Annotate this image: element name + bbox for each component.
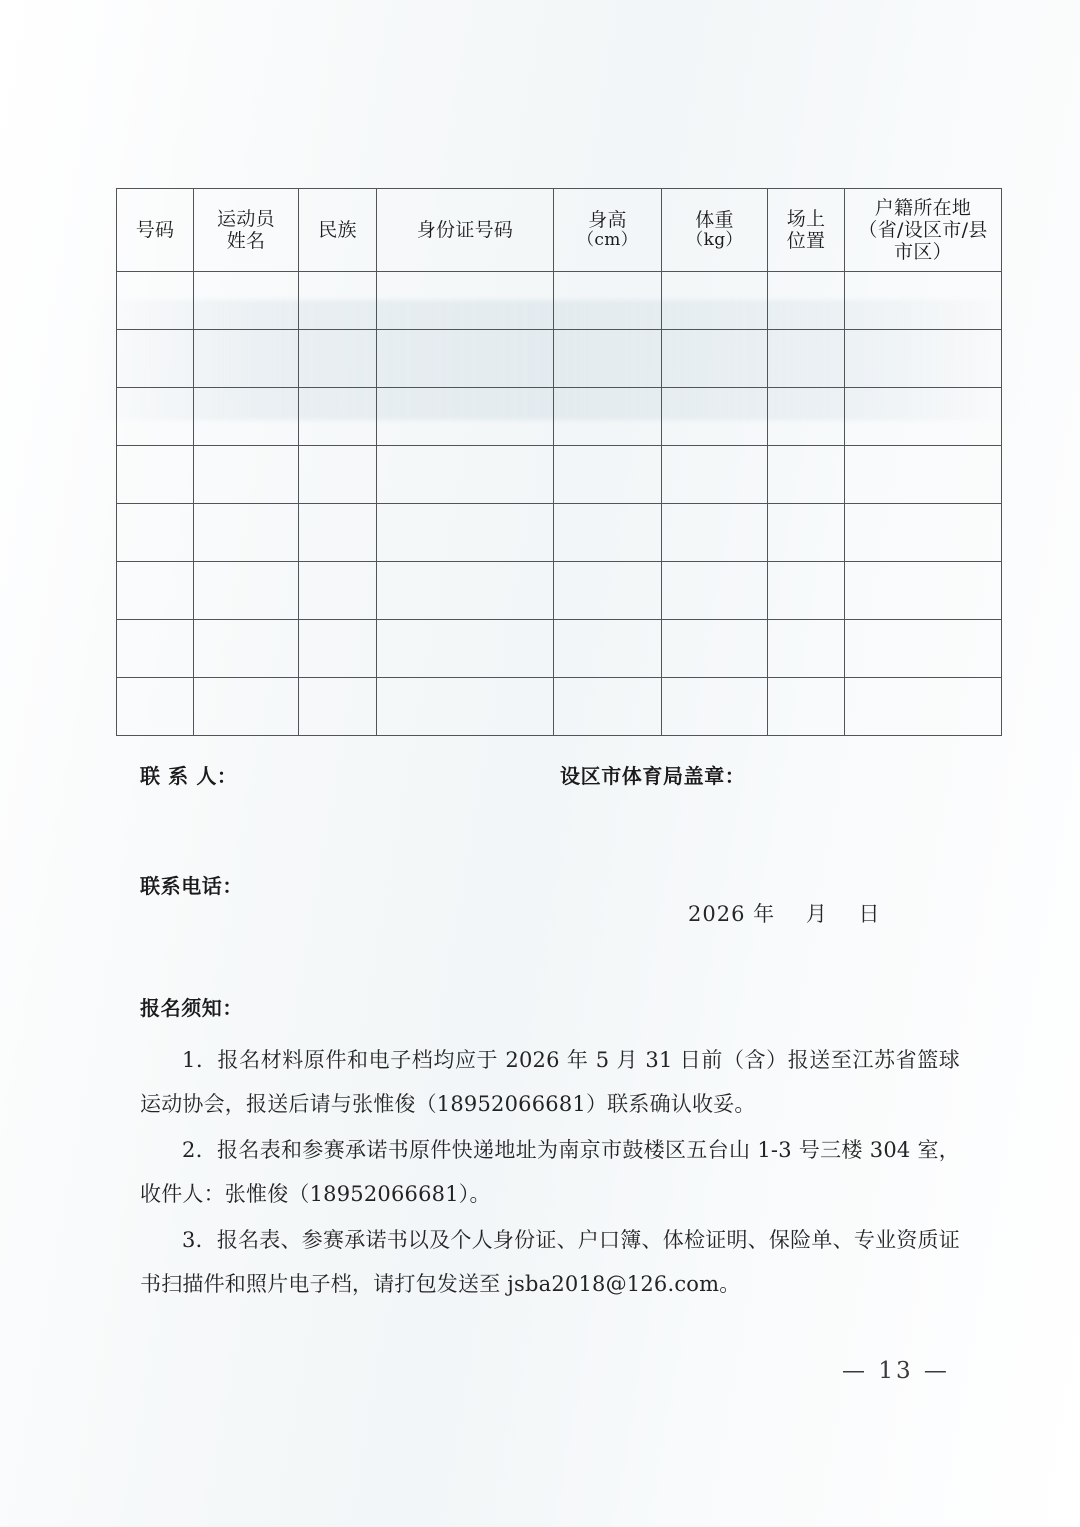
table-cell[interactable] xyxy=(554,330,662,388)
table-cell[interactable] xyxy=(117,562,194,620)
table-cell[interactable] xyxy=(768,562,845,620)
table-cell[interactable] xyxy=(117,446,194,504)
table-cell[interactable] xyxy=(768,446,845,504)
notice-item: 3．报名表、参赛承诺书以及个人身份证、户口簿、体检证明、保险单、专业资质证书扫描件和照片电子档，请打包发送至 jsba2018@126.com。 xyxy=(140,1228,960,1296)
table-cell[interactable] xyxy=(768,388,845,446)
column-header-court-position-line1: 场上 xyxy=(786,207,826,230)
page-number: — 13 — xyxy=(842,1358,950,1384)
table-cell[interactable] xyxy=(662,272,768,330)
table-cell[interactable] xyxy=(554,504,662,562)
notice-list xyxy=(140,1038,960,1308)
table-cell[interactable] xyxy=(299,272,377,330)
table-cell[interactable] xyxy=(768,678,845,736)
contact-phone-label: 联系电话： xyxy=(140,874,243,898)
table-cell[interactable] xyxy=(194,562,299,620)
table-cell[interactable] xyxy=(768,504,845,562)
table-cell[interactable] xyxy=(845,330,1002,388)
column-header-court-position-line2: 位置 xyxy=(786,230,826,252)
table-cell[interactable] xyxy=(377,388,554,446)
column-header-ethnicity-label: 民族 xyxy=(318,218,357,241)
table-cell[interactable] xyxy=(299,620,377,678)
column-header-athlete-name xyxy=(194,189,299,272)
table-cell[interactable] xyxy=(845,446,1002,504)
table-row xyxy=(117,620,1002,678)
table-row xyxy=(117,330,1002,388)
table-row xyxy=(117,678,1002,736)
table-cell[interactable] xyxy=(117,388,194,446)
notice-title: 报名须知： xyxy=(140,996,243,1020)
column-header-household-origin-line2: （省/设区市/县 xyxy=(858,218,988,241)
table-cell[interactable] xyxy=(117,330,194,388)
table-cell[interactable] xyxy=(845,620,1002,678)
table-cell[interactable] xyxy=(377,272,554,330)
table-cell[interactable] xyxy=(117,620,194,678)
table-cell[interactable] xyxy=(662,504,768,562)
table-cell[interactable] xyxy=(117,272,194,330)
table-cell[interactable] xyxy=(299,330,377,388)
table-cell[interactable] xyxy=(554,388,662,446)
table-cell[interactable] xyxy=(554,678,662,736)
table-row xyxy=(117,562,1002,620)
table-cell[interactable] xyxy=(117,504,194,562)
notice-item: 2．报名表和参赛承诺书原件快递地址为南京市鼓楼区五台山 1-3 号三楼 304 室，收件人：张惟俊（18952066681）。 xyxy=(140,1138,960,1206)
date-line: 2026 年 月 日 xyxy=(688,902,881,926)
table-cell[interactable] xyxy=(554,272,662,330)
table-cell[interactable] xyxy=(194,388,299,446)
table-cell[interactable] xyxy=(554,446,662,504)
table-cell[interactable] xyxy=(845,504,1002,562)
column-header-weight-unit: （kg） xyxy=(686,230,743,251)
table-cell[interactable] xyxy=(377,620,554,678)
table-cell[interactable] xyxy=(845,388,1002,446)
table-cell[interactable] xyxy=(662,388,768,446)
table-cell[interactable] xyxy=(377,330,554,388)
table-body xyxy=(117,272,1002,736)
column-header-id-card-label: 身份证号码 xyxy=(416,218,514,241)
table-row xyxy=(117,272,1002,330)
table-row xyxy=(117,446,1002,504)
table-cell[interactable] xyxy=(662,330,768,388)
table-cell[interactable] xyxy=(768,620,845,678)
column-header-athlete-name-line2: 姓名 xyxy=(226,230,266,252)
column-header-athlete-name-line1: 运动员 xyxy=(217,207,275,230)
column-header-weight xyxy=(662,189,768,272)
table-header-row xyxy=(117,189,1002,272)
column-header-number-label: 号码 xyxy=(135,218,175,241)
sports-bureau-seal-label: 设区市体育局盖章： xyxy=(560,764,746,788)
column-header-ethnicity xyxy=(299,189,377,272)
column-header-number xyxy=(117,189,194,272)
table-cell[interactable] xyxy=(845,272,1002,330)
column-header-court-position xyxy=(768,189,845,272)
table-cell[interactable] xyxy=(194,504,299,562)
table-cell[interactable] xyxy=(845,562,1002,620)
table-cell[interactable] xyxy=(845,678,1002,736)
table-row xyxy=(117,388,1002,446)
table-cell[interactable] xyxy=(194,446,299,504)
table-header xyxy=(117,189,1002,272)
table-cell[interactable] xyxy=(768,330,845,388)
table-cell[interactable] xyxy=(299,388,377,446)
column-header-household-origin-line1: 户籍所在地 xyxy=(874,196,972,219)
table-cell[interactable] xyxy=(299,562,377,620)
column-header-height-label: 身高 xyxy=(588,209,627,232)
table-cell[interactable] xyxy=(194,678,299,736)
column-header-height-unit: （cm） xyxy=(577,230,638,251)
table-cell[interactable] xyxy=(299,446,377,504)
table-cell[interactable] xyxy=(377,504,554,562)
table-cell[interactable] xyxy=(662,620,768,678)
table-cell[interactable] xyxy=(377,562,554,620)
athlete-roster-table xyxy=(116,188,1002,736)
table-cell[interactable] xyxy=(299,678,377,736)
column-header-height xyxy=(554,189,662,272)
table-cell[interactable] xyxy=(117,678,194,736)
contact-person-label: 联 系 人： xyxy=(140,764,238,788)
table-cell[interactable] xyxy=(194,330,299,388)
notice-item: 1．报名材料原件和电子档均应于 2026 年 5 月 31 日前（含）报送至江苏省篮球运动协会，报送后请与张惟俊（18952066681）联系确认收妥。 xyxy=(140,1048,960,1116)
column-header-id-card xyxy=(377,189,554,272)
table-cell[interactable] xyxy=(194,620,299,678)
table-cell[interactable] xyxy=(194,272,299,330)
table-cell[interactable] xyxy=(662,446,768,504)
column-header-household-origin-line3: 市区） xyxy=(894,241,952,264)
table-cell[interactable] xyxy=(377,446,554,504)
table-cell[interactable] xyxy=(662,562,768,620)
table-cell[interactable] xyxy=(768,272,845,330)
table-cell[interactable] xyxy=(554,562,662,620)
table-cell[interactable] xyxy=(377,678,554,736)
column-header-weight-label: 体重 xyxy=(695,209,734,232)
table-cell[interactable] xyxy=(554,620,662,678)
table-cell[interactable] xyxy=(662,678,768,736)
column-header-household-origin xyxy=(845,189,1002,272)
table-cell[interactable] xyxy=(299,504,377,562)
table-row xyxy=(117,504,1002,562)
